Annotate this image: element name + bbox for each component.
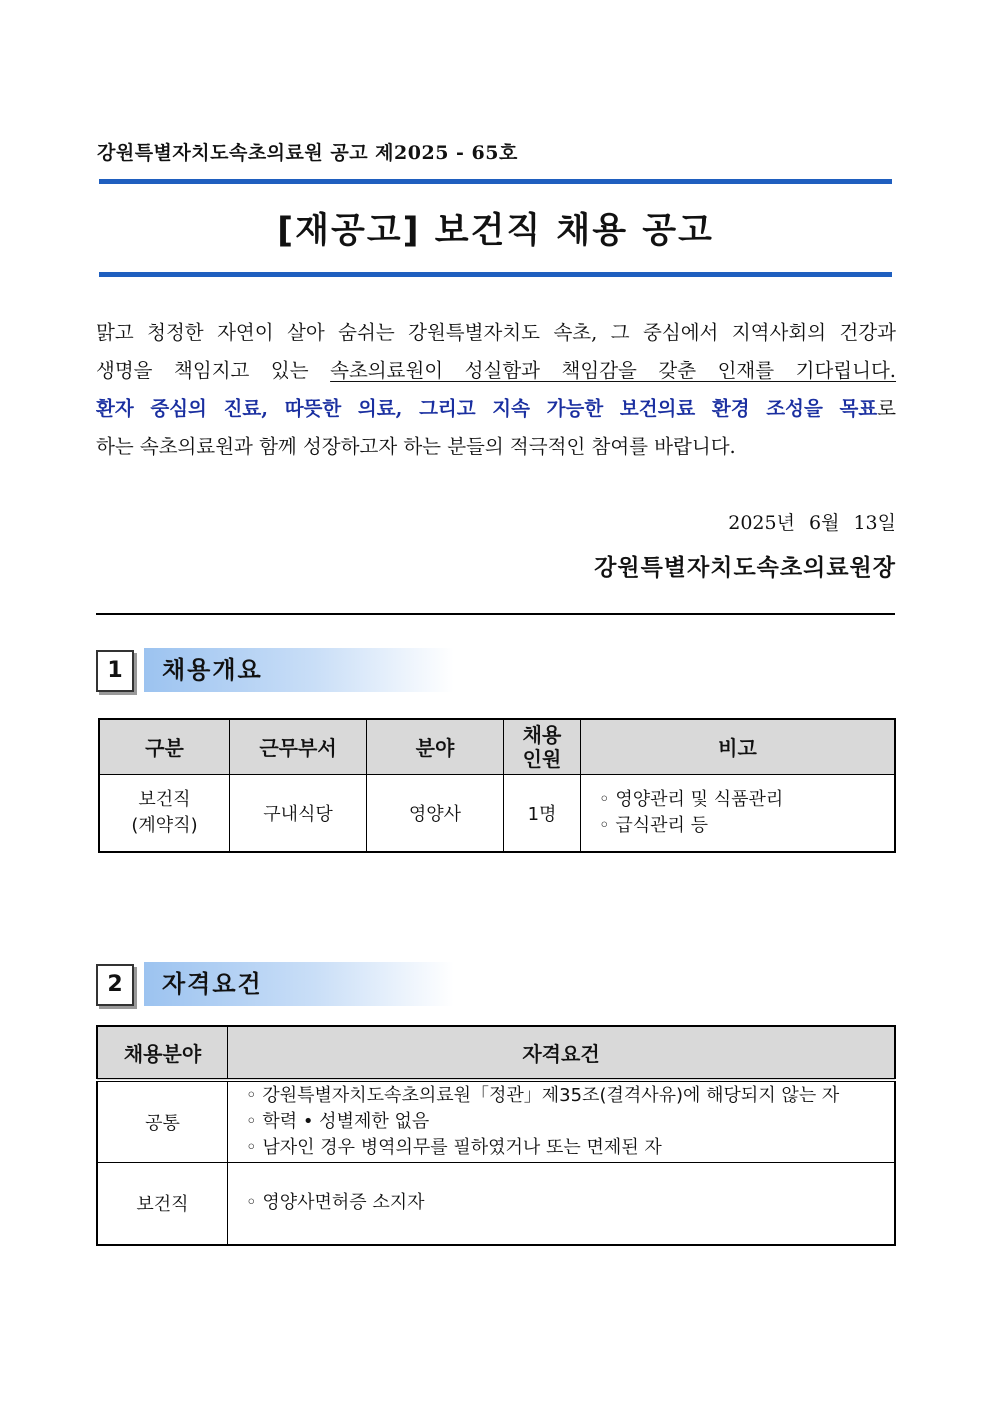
remark-item: ◦ 영양관리 및 식품관리 [599, 788, 784, 810]
cell-department: 구내식당 [230, 774, 367, 852]
requirement-item: ◦ 영양사면허증 소지자 [246, 1192, 425, 1214]
intro-line-3 [96, 390, 896, 428]
notice-date: 2025년 6월 13일 [728, 512, 896, 534]
col-header-category: 채용분야 [97, 1026, 228, 1080]
requirement-item: ◦ 남자인 경우 병역의무를 필하였거나 또는 면제된 자 [246, 1137, 662, 1158]
table-header-row [99, 719, 895, 774]
section-2-number: 2 [96, 964, 134, 1006]
col-header-requirements: 자격요건 [228, 1026, 896, 1080]
intro-line-3-emphasis: 환자 중심의 진료, 따뜻한 의료, 그리고 지속 가능한 보건의료 환경 조성을 목표 [96, 397, 878, 420]
requirement-item: ◦ 학력 • 성별제한 없음 [246, 1111, 430, 1132]
col-header-department: 근무부서 [230, 719, 367, 774]
cell-type-line2: (계약직) [131, 814, 198, 836]
col-header-count-line2: 인원 [522, 746, 562, 771]
title-top-rule [99, 179, 892, 184]
signature: 강원특별자치도속초의료원장 [594, 554, 896, 581]
table-row [99, 774, 895, 852]
title-bottom-rule [99, 272, 892, 277]
cell-type-line1: 보건직 [138, 788, 191, 810]
col-header-count-line1: 채용 [522, 722, 562, 747]
section-2-title: 자격요건 [162, 969, 263, 998]
intro-line-4: 하는 속초의료원과 함께 성장하고자 하는 분들의 적극적인 참여를 바랍니다. [96, 435, 736, 458]
hiring-overview-table [98, 718, 896, 853]
intro-line-3-tail: 로 [877, 397, 896, 420]
col-header-count [504, 719, 581, 774]
table-row [97, 1163, 895, 1245]
remark-item: ◦ 급식관리 등 [599, 814, 709, 836]
cell-requirements [228, 1080, 896, 1163]
cell-category: 보건직 [97, 1163, 228, 1245]
col-header-field: 분야 [367, 719, 504, 774]
cell-type [99, 774, 230, 852]
table-header-row [97, 1026, 895, 1080]
notice-number: 강원특별자치도속초의료원 공고 제2025 - 65호 [97, 142, 518, 164]
section-1-title: 채용개요 [162, 655, 263, 684]
intro-line-1: 맑고 청정한 자연이 살아 숨쉬는 강원특별자치도 속초, 그 중심에서 지역사회의 건강과 [96, 321, 896, 344]
intro-paragraph [96, 314, 896, 466]
section-1-number: 1 [96, 650, 134, 692]
intro-line-2-underlined: 속초의료원이 성실함과 책임감을 갖춘 인재를 기다립니다. [330, 359, 897, 382]
section-1-header [144, 648, 454, 692]
col-header-type: 구분 [99, 719, 230, 774]
section-2-header [144, 962, 454, 1006]
cell-category: 공통 [97, 1080, 228, 1163]
qualification-table [96, 1025, 896, 1246]
col-header-remarks: 비고 [581, 719, 896, 774]
requirement-item: ◦ 강원특별자치도속초의료원「정관」제35조(결격사유)에 해당되지 않는 자 [246, 1085, 840, 1106]
cell-requirements [228, 1163, 896, 1245]
intro-line-2-plain: 생명을 책임지고 있는 [96, 359, 331, 382]
cell-remarks [581, 774, 896, 852]
section-divider [96, 613, 895, 615]
page-title: [재공고] 보건직 채용 공고 [277, 211, 714, 251]
table-row [97, 1080, 895, 1163]
intro-line-2 [96, 352, 896, 390]
cell-count: 1명 [504, 774, 581, 852]
cell-field: 영양사 [367, 774, 504, 852]
